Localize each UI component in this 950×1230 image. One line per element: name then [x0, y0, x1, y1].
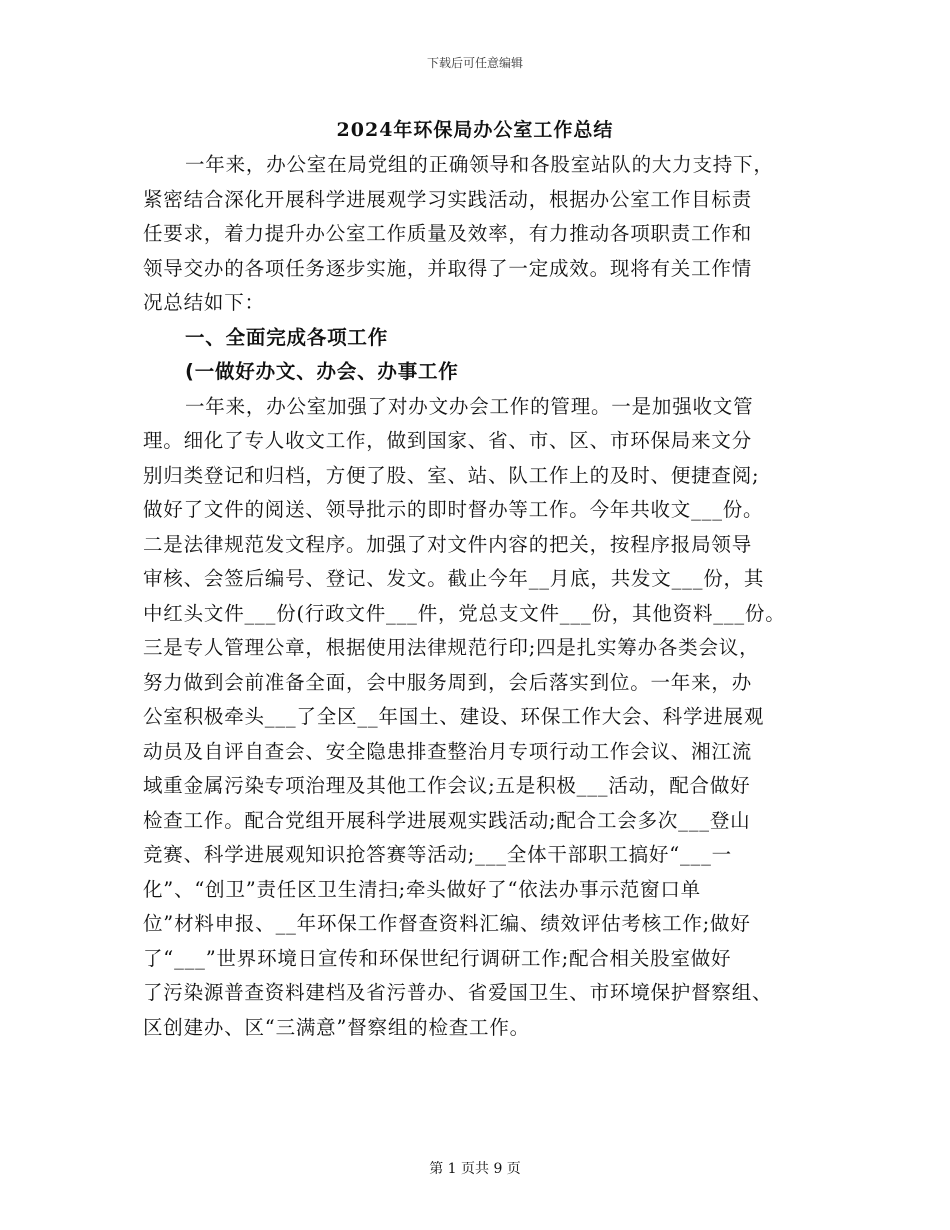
intro-line: 况总结如下：: [143, 291, 265, 314]
body-line: 理。细化了专人收文工作，做到国家、省、市、区、市环保局来文分: [143, 429, 753, 452]
body-line: 区创建办、区“三满意”督察组的检查工作。: [143, 1015, 530, 1039]
body-line: 动员及自评自查会、安全隐患排查整治月专项行动工作会议、湘江流: [143, 739, 753, 763]
intro-line: 一年来，办公室在局党组的正确领导和各股室站队的大力支持下，: [185, 153, 774, 176]
document-title: 2024年环保局办公室工作总结: [336, 119, 614, 141]
body-line: 做好了文件的阅送、领导批示的即时督办等工作。今年共收文___份。: [143, 498, 764, 521]
intro-line: 领导交办的各项任务逐步实施，并取得了一定成效。现将有关工作情: [143, 256, 753, 280]
intro-line: 紧密结合深化开展科学进展观学习实践活动，根据办公室工作目标责: [143, 187, 753, 211]
body-line: 一年来，办公室加强了对办文办会工作的管理。一是加强收文管: [185, 394, 754, 418]
document-body: [143, 148, 823, 1045]
body-line: 审核、会签后编号、登记、发文。截止今年__月底，共发文___份，其: [143, 567, 765, 590]
body-line: 二是法律规范发文程序。加强了对文件内容的把关，按程序报局领导: [143, 532, 753, 556]
body-line: 域重金属污染专项治理及其他工作会议;五是积极___活动，配合做好: [143, 774, 751, 797]
body-line: 努力做到会前准备全面，会中服务周到，会后落实到位。一年来，办: [143, 670, 753, 694]
body-line: 位”材料申报、__年环保工作督查资料汇编、绩效评估考核工作;做好: [143, 912, 751, 935]
body-line: 了污染源普查资料建档及省污普办、省爱国卫生、市环境保护督察组、: [143, 981, 773, 1004]
body-line: 检查工作。配合党组开展科学进展观实践活动;配合工会多次___登山: [143, 808, 751, 832]
body-line: 别归类登记和归档，方便了股、室、站、队工作上的及时、便捷查阅;: [143, 463, 760, 487]
intro-line: 任要求，着力提升办公室工作质量及效率，有力推动各项职责工作和: [143, 222, 753, 245]
body-line: 了“___”世界环境日宣传和环保世纪行调研工作;配合相关股室做好: [143, 946, 732, 970]
subsection-heading: (一做好办文、办会、办事工作: [185, 360, 459, 383]
body-line: 竞赛、科学进展观知识抢答赛等活动;___全体干部职工搞好“___一: [143, 843, 732, 866]
body-line: 化”、“创卫”责任区卫生清扫;牵头做好了“依法办事示范窗口单: [143, 877, 701, 901]
header-note: 下载后可任意编辑: [426, 56, 523, 70]
body-line: 中红头文件___份(行政文件___件，党总支文件___份，其他资料___份。: [143, 601, 786, 625]
section-heading: 一、全面完成各项工作: [185, 325, 389, 349]
body-line: 三是专人管理公章，根据使用法律规范行印;四是扎实筹办各类会议，: [143, 636, 760, 659]
body-line: 公室积极牵头___了全区__年国土、建设、环保工作大会、科学进展观: [143, 705, 765, 728]
page-number: 第 1 页共 9 页: [429, 1161, 521, 1177]
